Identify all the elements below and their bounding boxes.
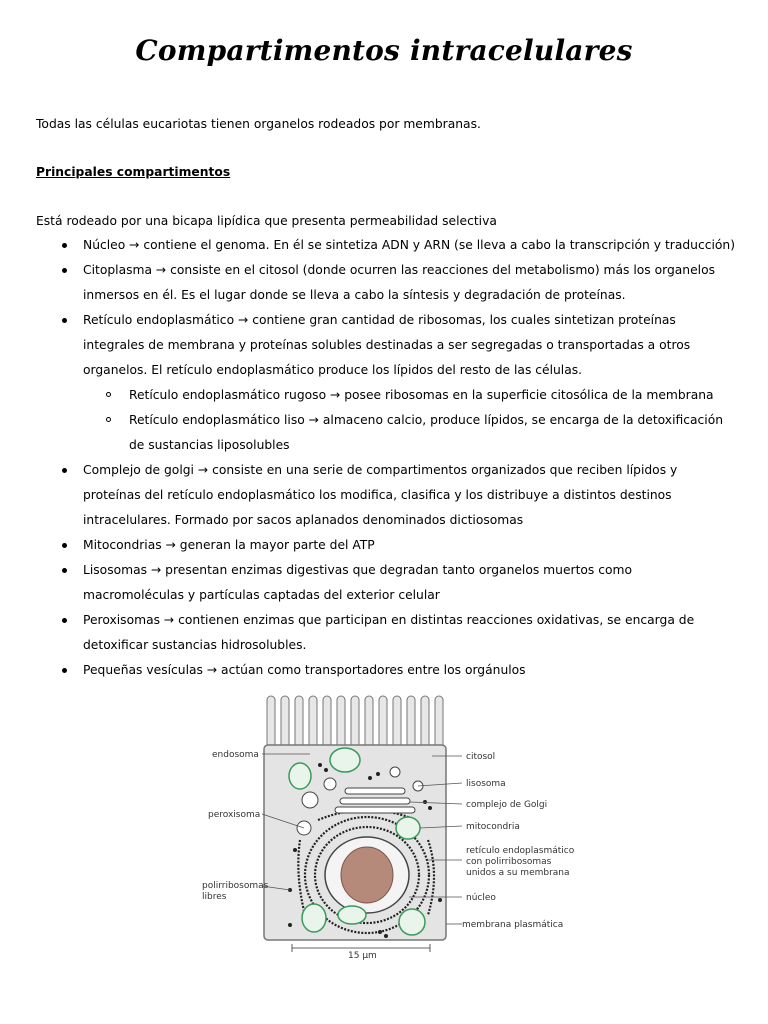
list-item: Pequeñas vesículas → actúan como transportadores entre los orgánulos [36, 658, 736, 683]
label-reticulo-2: con polirribosomas [466, 857, 552, 867]
label-golgi: complejo de Golgi [466, 800, 548, 810]
intro-text: Todas las células eucariotas tienen organelos rodeados por membranas. [36, 117, 481, 131]
cell-diagram [200, 690, 580, 965]
list-item: Lisosomas → presentan enzimas digestivas que degradan tanto organelos muertos como macromoléculas y partículas captadas del exterior celular [36, 558, 736, 608]
sub-list-item: Retículo endoplasmático rugoso → posee ribosomas en la superficie citosólica de la membrana [83, 383, 736, 408]
label-membrana: membrana plasmática [462, 920, 564, 930]
sub-list-item: Retículo endoplasmático liso → almaceno calcio, produce lípidos, se encarga de la detoxificación de sustancias liposolubles [83, 408, 736, 458]
label-citosol: citosol [466, 752, 496, 762]
label-polirribosomas: polirribosomas [202, 881, 269, 891]
list-item: Mitocondrias → generan la mayor parte del ATP [36, 533, 736, 558]
golgi [335, 788, 415, 813]
nucleolus [341, 847, 393, 903]
label-endosoma: endosoma [212, 750, 259, 760]
list-item: Retículo endoplasmático → contiene gran cantidad de ribosomas, los cuales sintetizan proteínas integrales de membrana y proteínas solubles destinadas a ser segregadas o transportadas a otros organelos. El retículo endoplasmático produce los lípidos del resto de las células. Retículo endoplasmático rugoso → posee ribosomas en la superficie citosólica de la membrana Retículo endoplasmático liso → almaceno calcio, produce lípidos, se encarga de la detoxificación de sustancias liposolubles [36, 308, 736, 458]
list-item: Peroxisomas → contienen enzimas que participan en distintas reacciones oxidativas, se encarga de detoxificar sustancias hidrosolubles. [36, 608, 736, 658]
label-peroxisoma: peroxisoma [208, 810, 261, 820]
list-item: Complejo de golgi → consiste en una serie de compartimentos organizados que reciben lípidos y proteínas del retículo endoplasmático los modifica, clasifica y los distribuye a distintos destinos intracelulares. Formado por sacos aplanados denominados dictiosomas [36, 458, 736, 533]
label-libres: libres [202, 892, 227, 902]
scale-label: 15 µm [348, 951, 377, 961]
list-item: Núcleo → contiene el genoma. En él se sintetiza ADN y ARN (se lleva a cabo la transcripción y traducción) [36, 233, 736, 258]
page-title: Compartimentos intracelulares [135, 34, 633, 67]
microvilli [267, 696, 443, 752]
list-item: Citoplasma → consiste en el citosol (donde ocurren las reacciones del metabolismo) más los organelos inmersos en él. Es el lugar donde se lleva a cabo la síntesis y degradación de proteínas. [36, 258, 736, 308]
lead-text: Está rodeado por una bicapa lipídica que presenta permeabilidad selectiva [36, 214, 497, 228]
compartment-list [36, 233, 736, 683]
section-heading: Principales compartimentos [36, 165, 231, 179]
label-mitocondria: mitocondria [466, 822, 520, 832]
label-nucleo: núcleo [466, 893, 496, 903]
label-lisosoma: lisosoma [466, 779, 506, 789]
label-reticulo: retículo endoplasmático [466, 846, 575, 856]
sub-list [83, 383, 736, 458]
label-reticulo-3: unidos a su membrana [466, 868, 570, 878]
